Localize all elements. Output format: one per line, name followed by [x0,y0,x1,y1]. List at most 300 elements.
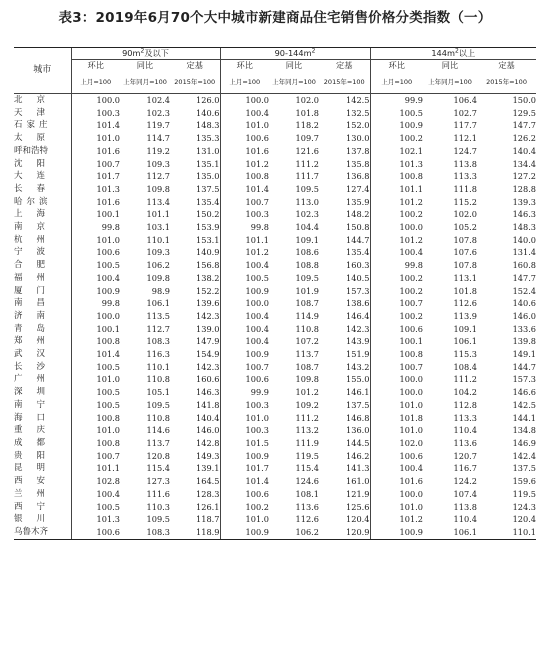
index-value: 100.8 [71,412,120,425]
index-value: 137.8 [346,145,370,156]
index-value: 100.9 [370,526,423,539]
table-row [14,119,536,132]
index-value: 100.2 [370,310,423,323]
index-value: 144.7 [346,234,370,245]
city-name: 深圳 [14,387,60,398]
city-name: 厦门 [14,285,60,296]
table-row [14,488,536,501]
index-value: 141.8 [196,399,220,410]
city-name: 武汉 [14,349,60,360]
index-value: 99.8 [220,221,269,234]
index-value: 118.9 [196,526,220,537]
index-value: 142.5 [512,399,537,410]
base-header: 2015年=100 [319,71,370,94]
index-value: 139.8 [512,336,537,347]
index-value: 113.5 [146,310,170,321]
index-value: 107.4 [453,488,477,499]
index-value: 106.1 [453,526,477,537]
index-value: 127.3 [146,476,170,487]
sub-header: 同比 [269,60,319,72]
index-value: 146.0 [196,425,220,436]
city-name: 乌鲁木齐 [14,526,49,537]
table-row [14,386,536,399]
base-header: 上月=100 [370,71,423,94]
table-row [14,272,536,285]
index-value: 105.1 [146,387,170,398]
index-value: 118.2 [295,120,319,131]
index-value: 100.1 [71,208,120,221]
index-value: 106.1 [453,336,477,347]
city-name: 西安 [14,476,60,487]
index-value: 132.5 [346,107,370,118]
index-value: 100.6 [370,323,423,336]
index-value: 100.0 [71,310,120,323]
city-header: 城市 [14,48,71,94]
city-name: 西宁 [14,501,60,512]
index-value: 134.4 [512,158,537,169]
city-name: 宁波 [14,247,60,258]
index-value: 148.2 [346,209,370,220]
table-row [14,170,536,183]
index-value: 126.1 [196,501,220,512]
city-name: 上海 [14,209,60,220]
sub-header: 环比 [71,60,120,72]
index-value: 115.4 [146,463,170,474]
table-row [14,424,536,437]
table-bottom-rule [14,539,536,540]
index-value: 135.9 [346,196,370,207]
index-value: 113.7 [295,349,319,360]
index-value: 142.3 [196,361,220,372]
index-value: 146.2 [346,450,370,461]
city-name: 广州 [14,374,60,385]
index-value: 133.6 [512,323,537,334]
table-row [14,526,536,539]
index-value: 143.9 [346,336,370,347]
index-value: 128.8 [512,183,537,194]
city-name: 贵阳 [14,450,60,461]
table-row [14,437,536,450]
base-header: 上年同月=100 [269,71,319,94]
index-value: 101.6 [220,145,269,158]
index-value: 101.3 [71,183,120,196]
index-value: 152.4 [512,285,537,296]
table-body [14,94,536,539]
base-header: 上月=100 [71,71,120,94]
index-value: 146.9 [512,437,537,448]
index-value: 131.0 [196,145,220,156]
index-value: 131.4 [512,247,537,258]
index-value: 150.0 [512,95,537,105]
index-value: 100.6 [220,488,269,501]
table-row [14,145,536,158]
index-value: 112.8 [453,399,477,410]
index-value: 125.6 [346,501,370,512]
base-header: 上月=100 [220,71,269,94]
index-value: 100.0 [370,386,423,399]
index-value: 119.2 [146,145,170,156]
index-value: 101.3 [370,158,423,171]
index-value: 146.0 [512,310,537,321]
index-value: 100.4 [220,310,269,323]
index-value: 135.4 [346,247,370,258]
index-value: 101.2 [370,513,423,526]
index-value: 102.0 [295,95,319,105]
index-value: 100.1 [370,335,423,348]
index-value: 105.2 [453,222,477,233]
index-value: 142.8 [196,437,220,448]
index-value: 124.6 [295,476,319,487]
index-value: 102.4 [146,95,170,105]
index-value: 108.6 [295,247,319,258]
index-value: 107.2 [295,336,319,347]
table-row [14,221,536,234]
index-value: 134.8 [512,425,537,436]
index-value: 116.3 [146,349,170,360]
index-value: 101.0 [220,412,269,425]
index-value: 135.3 [196,133,220,144]
index-value: 140.9 [196,247,220,258]
index-value: 100.2 [370,285,423,298]
index-value: 144.1 [512,412,537,423]
header-row-base [14,71,536,94]
city-name: 青岛 [14,323,60,334]
table-row [14,399,536,412]
table-title: 表3：2019年6月70个大中城市新建商品住宅销售价格分类指数（一） [58,10,492,26]
index-value: 100.9 [71,285,120,298]
city-name: 海口 [14,412,60,423]
index-value: 127.4 [346,183,370,194]
index-value: 109.5 [146,514,170,525]
index-value: 113.9 [453,310,477,321]
index-value: 102.8 [71,475,120,488]
index-value: 146.1 [346,387,370,398]
table-row [14,94,536,107]
index-value: 100.8 [71,335,120,348]
index-value: 110.1 [146,234,170,245]
index-value: 100.7 [370,361,423,374]
index-value: 120.9 [346,526,370,537]
index-value: 100.0 [71,94,120,107]
city-name: 济南 [14,310,60,321]
index-value: 109.7 [295,133,319,144]
index-value: 118.7 [196,514,220,525]
index-value: 150.2 [196,209,220,220]
index-value: 113.4 [146,196,170,207]
table-row [14,501,536,514]
index-value: 109.8 [146,183,170,194]
index-value: 108.8 [295,260,319,271]
city-name: 天津 [14,107,60,118]
index-value: 100.5 [71,501,120,514]
table-row [14,323,536,336]
index-value: 100.4 [220,107,269,120]
index-value: 100.9 [220,285,269,298]
index-value: 109.3 [146,247,170,258]
table-row [14,373,536,386]
index-value: 148.3 [196,120,220,131]
index-value: 101.0 [370,501,423,514]
index-value: 101.4 [71,348,120,361]
index-value: 101.1 [370,183,423,196]
index-value: 101.6 [370,475,423,488]
index-value: 100.5 [71,386,120,399]
index-value: 109.5 [146,399,170,410]
index-value: 140.4 [196,412,220,423]
index-value: 144.5 [346,437,370,448]
index-value: 101.0 [370,399,423,412]
index-value: 146.4 [346,310,370,321]
index-value: 106.4 [453,95,477,105]
index-value: 151.9 [346,349,370,360]
index-value: 110.8 [295,323,319,334]
index-value: 99.9 [220,386,269,399]
index-value: 109.5 [295,183,319,194]
table-row [14,450,536,463]
index-value: 137.5 [512,463,537,474]
base-header: 上年同月=100 [423,71,477,94]
index-value: 114.7 [146,133,170,144]
index-value: 100.8 [220,170,269,183]
index-value: 137.5 [196,183,220,194]
index-value: 100.5 [71,361,120,374]
sub-header: 定基 [319,60,370,72]
index-value: 114.6 [146,425,170,436]
sub-header: 环比 [370,60,423,72]
index-value: 101.2 [220,158,269,171]
index-value: 130.0 [346,133,370,144]
index-value: 100.2 [370,132,423,145]
index-value: 100.4 [71,488,120,501]
index-value: 147.7 [512,120,537,131]
table-row [14,183,536,196]
index-value: 100.7 [71,450,120,463]
index-value: 102.3 [146,107,170,118]
table-row [14,208,536,221]
index-value: 102.0 [370,437,423,450]
index-value: 104.4 [295,222,319,233]
index-value: 100.7 [220,361,269,374]
index-value: 101.7 [71,170,120,183]
table-row [14,348,536,361]
city-name: 长春 [14,183,60,194]
index-value: 101.6 [71,145,120,158]
index-value: 100.3 [220,399,269,412]
index-value: 121.9 [346,488,370,499]
index-value: 138.6 [346,298,370,309]
index-value: 100.6 [71,246,120,259]
index-value: 100.8 [370,348,423,361]
index-value: 153.1 [196,234,220,245]
index-value: 116.7 [453,463,477,474]
index-value: 110.8 [146,412,170,423]
index-value: 152.2 [196,285,220,296]
city-name: 昆明 [14,463,60,474]
index-value: 100.7 [220,196,269,209]
group-header-small: $90m^2$及以下 [71,48,220,60]
table-row [14,285,536,298]
index-value: 111.8 [453,183,477,194]
index-value: 101.6 [71,196,120,209]
table-row [14,259,536,272]
index-value: 138.2 [196,272,220,283]
index-value: 113.8 [453,501,477,512]
index-value: 136.8 [346,171,370,182]
index-value: 112.1 [453,133,477,144]
index-value: 101.4 [71,119,120,132]
index-value: 127.2 [512,171,537,182]
index-value: 100.6 [370,450,423,463]
index-value: 119.5 [512,488,537,499]
index-value: 142.5 [346,95,370,105]
index-value: 160.3 [346,260,370,271]
price-index-table [14,48,536,539]
sub-header: 定基 [170,60,220,72]
index-value: 100.4 [220,335,269,348]
index-value: 98.9 [151,285,170,296]
index-value: 109.2 [295,399,319,410]
table-row [14,335,536,348]
sub-header: 同比 [120,60,170,72]
index-value: 100.8 [370,170,423,183]
city-name: 石家庄 [14,120,52,131]
index-value: 146.3 [196,387,220,398]
index-value: 100.2 [370,272,423,285]
index-value: 113.2 [295,425,319,436]
index-value: 120.8 [146,450,170,461]
city-name: 杭州 [14,234,60,245]
index-value: 109.5 [295,272,319,283]
index-value: 101.1 [220,234,269,247]
index-value: 100.6 [220,373,269,386]
index-value: 111.2 [295,412,319,423]
index-value: 99.8 [71,297,120,310]
index-value: 139.0 [196,323,220,334]
table-row [14,107,536,120]
city-name: 银川 [14,514,60,525]
index-value: 102.3 [295,209,319,220]
index-value: 146.3 [512,209,537,220]
index-value: 113.3 [453,412,477,423]
index-value: 100.4 [220,323,269,336]
index-value: 113.7 [146,437,170,448]
city-name: 沈阳 [14,158,60,169]
base-header: 2015年=100 [477,71,536,94]
index-value: 112.6 [453,298,477,309]
index-value: 100.4 [71,272,120,285]
index-value: 101.2 [295,387,319,398]
index-value: 149.3 [196,450,220,461]
index-value: 126.0 [196,95,220,105]
index-value: 100.0 [370,373,423,386]
index-value: 111.2 [295,158,319,169]
index-value: 101.4 [220,183,269,196]
table-row [14,462,536,475]
index-value: 101.0 [71,373,120,386]
index-value: 101.2 [220,246,269,259]
city-name: 南昌 [14,298,60,309]
index-value: 124.2 [453,476,477,487]
index-value: 101.7 [220,462,269,475]
index-value: 101.0 [220,119,269,132]
index-value: 140.6 [196,107,220,118]
index-value: 109.8 [295,374,319,385]
index-value: 100.5 [71,259,120,272]
index-value: 160.6 [196,374,220,385]
index-value: 115.3 [453,349,477,360]
index-value: 147.7 [512,272,537,283]
index-value: 110.1 [146,361,170,372]
index-value: 100.9 [220,526,269,539]
table-row [14,513,536,526]
index-value: 112.6 [295,514,319,525]
index-value: 112.7 [146,323,170,334]
index-value: 111.2 [453,374,477,385]
index-value: 108.1 [295,488,319,499]
city-name: 南宁 [14,399,60,410]
index-value: 108.7 [295,298,319,309]
index-value: 119.7 [146,120,170,131]
index-value: 101.1 [146,209,170,220]
sub-header: 同比 [423,60,477,72]
index-value: 113.6 [453,437,477,448]
index-value: 113.3 [453,171,477,182]
table-row [14,234,536,247]
index-value: 124.3 [512,501,537,512]
index-value: 100.9 [370,119,423,132]
index-value: 117.7 [453,120,477,131]
index-value: 135.1 [196,158,220,169]
index-value: 101.0 [370,424,423,437]
index-value: 108.4 [453,361,477,372]
group-header-medium: $90-144m^2$ [220,48,370,60]
index-value: 106.1 [146,298,170,309]
index-value: 110.4 [453,514,477,525]
index-value: 110.3 [146,501,170,512]
index-value: 113.8 [453,158,477,169]
base-header: 上年同月=100 [120,71,170,94]
index-value: 143.2 [346,361,370,372]
index-value: 100.3 [71,107,120,120]
index-value: 102.7 [453,107,477,118]
index-value: 101.3 [71,513,120,526]
index-value: 100.3 [220,208,269,221]
index-value: 159.6 [512,476,537,487]
index-value: 100.2 [220,501,269,514]
city-name: 福州 [14,272,60,283]
index-value: 100.9 [220,348,269,361]
index-value: 120.7 [453,450,477,461]
index-value: 100.9 [220,450,269,463]
index-value: 115.2 [453,196,477,207]
index-value: 99.8 [71,221,120,234]
index-value: 113.6 [295,501,319,512]
index-value: 110.1 [512,526,537,537]
index-value: 120.4 [512,514,537,525]
index-value: 113.0 [295,196,319,207]
index-value: 100.5 [370,107,423,120]
city-name: 北京 [14,95,60,105]
index-value: 126.2 [512,133,537,144]
table-row [14,361,536,374]
index-value: 99.9 [370,94,423,107]
index-value: 112.7 [146,171,170,182]
index-value: 135.4 [196,196,220,207]
city-name: 重庆 [14,425,60,436]
index-value: 135.0 [196,171,220,182]
index-value: 113.1 [453,272,477,283]
index-value: 101.8 [295,107,319,118]
